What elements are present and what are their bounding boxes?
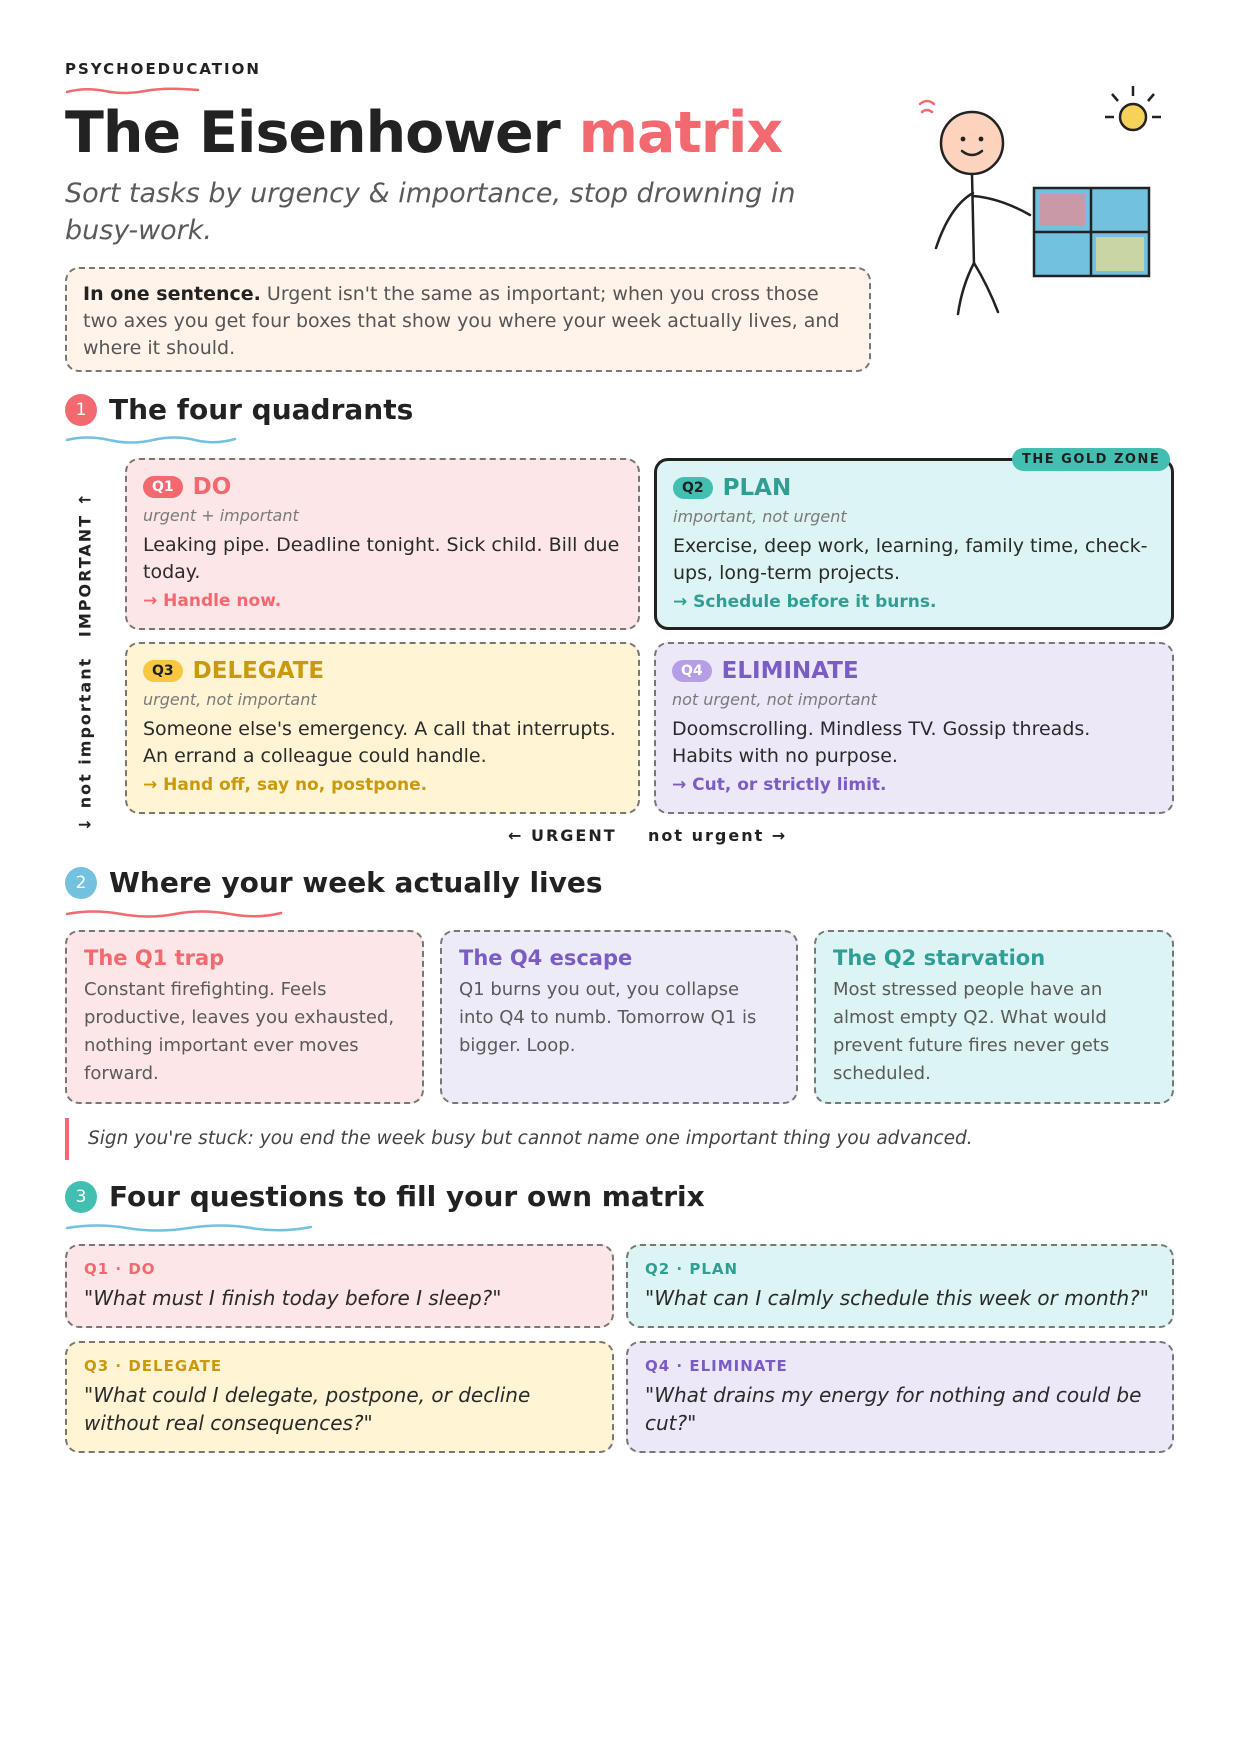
matrix-board-icon bbox=[1034, 188, 1149, 276]
question-q2-text: "What can I calmly schedule this week or month?" bbox=[645, 1286, 1149, 1310]
intro-text: Urgent isn't the same as important; when you cross those two axes you get four boxes that show you where your week actually lives, and where it should. bbox=[83, 283, 840, 359]
question-q1-label: Q1 · DO bbox=[84, 1260, 156, 1278]
q2-action: → Schedule before it burns. bbox=[673, 592, 937, 612]
subtitle: Sort tasks by urgency & importance, stop drowning in busy-work. bbox=[65, 178, 796, 246]
question-q4 bbox=[626, 1341, 1174, 1453]
card-q1-trap bbox=[65, 930, 424, 1104]
card-q4-escape-title: The Q4 escape bbox=[459, 946, 633, 970]
q1-name: DO bbox=[192, 474, 232, 500]
q3-sub: urgent, not important bbox=[143, 690, 317, 709]
question-q3-text: "What could I delegate, postpone, or decline without real consequences?" bbox=[84, 1383, 531, 1435]
q2-sub: important, not urgent bbox=[673, 507, 847, 526]
page-title bbox=[65, 100, 782, 166]
gold-zone-badge: THE GOLD ZONE bbox=[1012, 448, 1170, 471]
eyebrow: PSYCHOEDUCATION bbox=[65, 60, 261, 78]
quadrant-q4 bbox=[654, 642, 1174, 814]
intro-lead: In one sentence. bbox=[83, 283, 261, 305]
section-3-title: Four questions to fill your own matrix bbox=[109, 1180, 705, 1213]
title-main: The Eisenhower bbox=[65, 100, 560, 166]
card-q4-escape bbox=[440, 930, 798, 1104]
sparkle-icon bbox=[920, 101, 934, 112]
card-q2-starvation-title: The Q2 starvation bbox=[833, 946, 1046, 970]
question-q2-label: Q2 · PLAN bbox=[645, 1260, 739, 1278]
title-accent: matrix bbox=[578, 100, 783, 166]
q3-body: Someone else's emergency. A call that interrupts. An errand a colleague could handle. bbox=[143, 718, 616, 767]
card-q4-escape-body: Q1 burns you out, you collapse into Q4 to numb. Tomorrow Q1 is bigger. Loop. bbox=[459, 979, 757, 1056]
section-3-heading bbox=[65, 1180, 705, 1213]
question-q4-text: "What drains my energy for nothing and could be cut?" bbox=[645, 1383, 1142, 1435]
question-q4-label: Q4 · ELIMINATE bbox=[645, 1357, 788, 1375]
stuck-note: Sign you're stuck: you end the week busy but cannot name one important thing you advanced. bbox=[65, 1118, 1165, 1160]
q4-action: → Cut, or strictly limit. bbox=[672, 775, 887, 795]
question-q3 bbox=[65, 1341, 614, 1453]
quadrant-q2 bbox=[654, 458, 1174, 630]
q2-body: Exercise, deep work, learning, family time, check-ups, long-term projects. bbox=[673, 535, 1148, 584]
quadrant-q3 bbox=[125, 642, 640, 814]
section-1-number: 1 bbox=[65, 394, 97, 426]
card-q2-starvation-body: Most stressed people have an almost empty Q2. What would prevent future fires never gets scheduled. bbox=[833, 979, 1110, 1084]
axis-not-important-label: ↓ not important bbox=[75, 656, 95, 832]
question-q2 bbox=[626, 1244, 1174, 1328]
section-1-heading bbox=[65, 393, 413, 426]
q4-body: Doomscrolling. Mindless TV. Gossip threads. Habits with no purpose. bbox=[672, 718, 1091, 767]
sun-icon bbox=[1105, 86, 1161, 130]
q4-name: ELIMINATE bbox=[721, 658, 859, 684]
section-3-underline bbox=[65, 1223, 313, 1233]
axis-urgent-label: ← URGENT bbox=[508, 826, 617, 845]
section-2-heading bbox=[65, 866, 603, 899]
card-q1-trap-body: Constant firefighting. Feels productive, leaves you exhausted, nothing important ever moves forward. bbox=[84, 979, 395, 1084]
card-q2-starvation bbox=[814, 930, 1174, 1104]
section-2-title: Where your week actually lives bbox=[109, 866, 603, 899]
question-q1-text: "What must I finish today before I sleep?" bbox=[84, 1286, 502, 1310]
axis-important-label: IMPORTANT ↑ bbox=[75, 490, 95, 638]
q3-name: DELEGATE bbox=[192, 658, 325, 684]
section-2-number: 2 bbox=[65, 867, 97, 899]
question-q1 bbox=[65, 1244, 614, 1328]
q4-tag: Q4 bbox=[672, 660, 712, 682]
section-1-title: The four quadrants bbox=[109, 393, 414, 426]
card-q1-trap-title: The Q1 trap bbox=[84, 946, 225, 970]
intro-box bbox=[65, 267, 871, 372]
section-2-underline bbox=[65, 909, 283, 919]
axis-not-urgent-label: not urgent → bbox=[648, 826, 788, 845]
q2-name: PLAN bbox=[722, 475, 792, 501]
q3-action: → Hand off, say no, postpone. bbox=[143, 775, 428, 795]
question-q3-label: Q3 · DELEGATE bbox=[84, 1357, 223, 1375]
q1-sub: urgent + important bbox=[143, 506, 299, 525]
stick-figure-illustration bbox=[900, 78, 1180, 328]
q1-body: Leaking pipe. Deadline tonight. Sick child. Bill due today. bbox=[143, 534, 620, 583]
q4-sub: not urgent, not important bbox=[672, 690, 877, 709]
q3-tag: Q3 bbox=[143, 660, 183, 682]
q1-action: → Handle now. bbox=[143, 591, 282, 611]
quadrant-q1 bbox=[125, 458, 640, 630]
q2-tag: Q2 bbox=[673, 477, 713, 499]
section-1-underline bbox=[65, 435, 237, 445]
section-3-number: 3 bbox=[65, 1181, 97, 1213]
q1-tag: Q1 bbox=[143, 476, 183, 498]
eyebrow-underline bbox=[65, 86, 200, 96]
